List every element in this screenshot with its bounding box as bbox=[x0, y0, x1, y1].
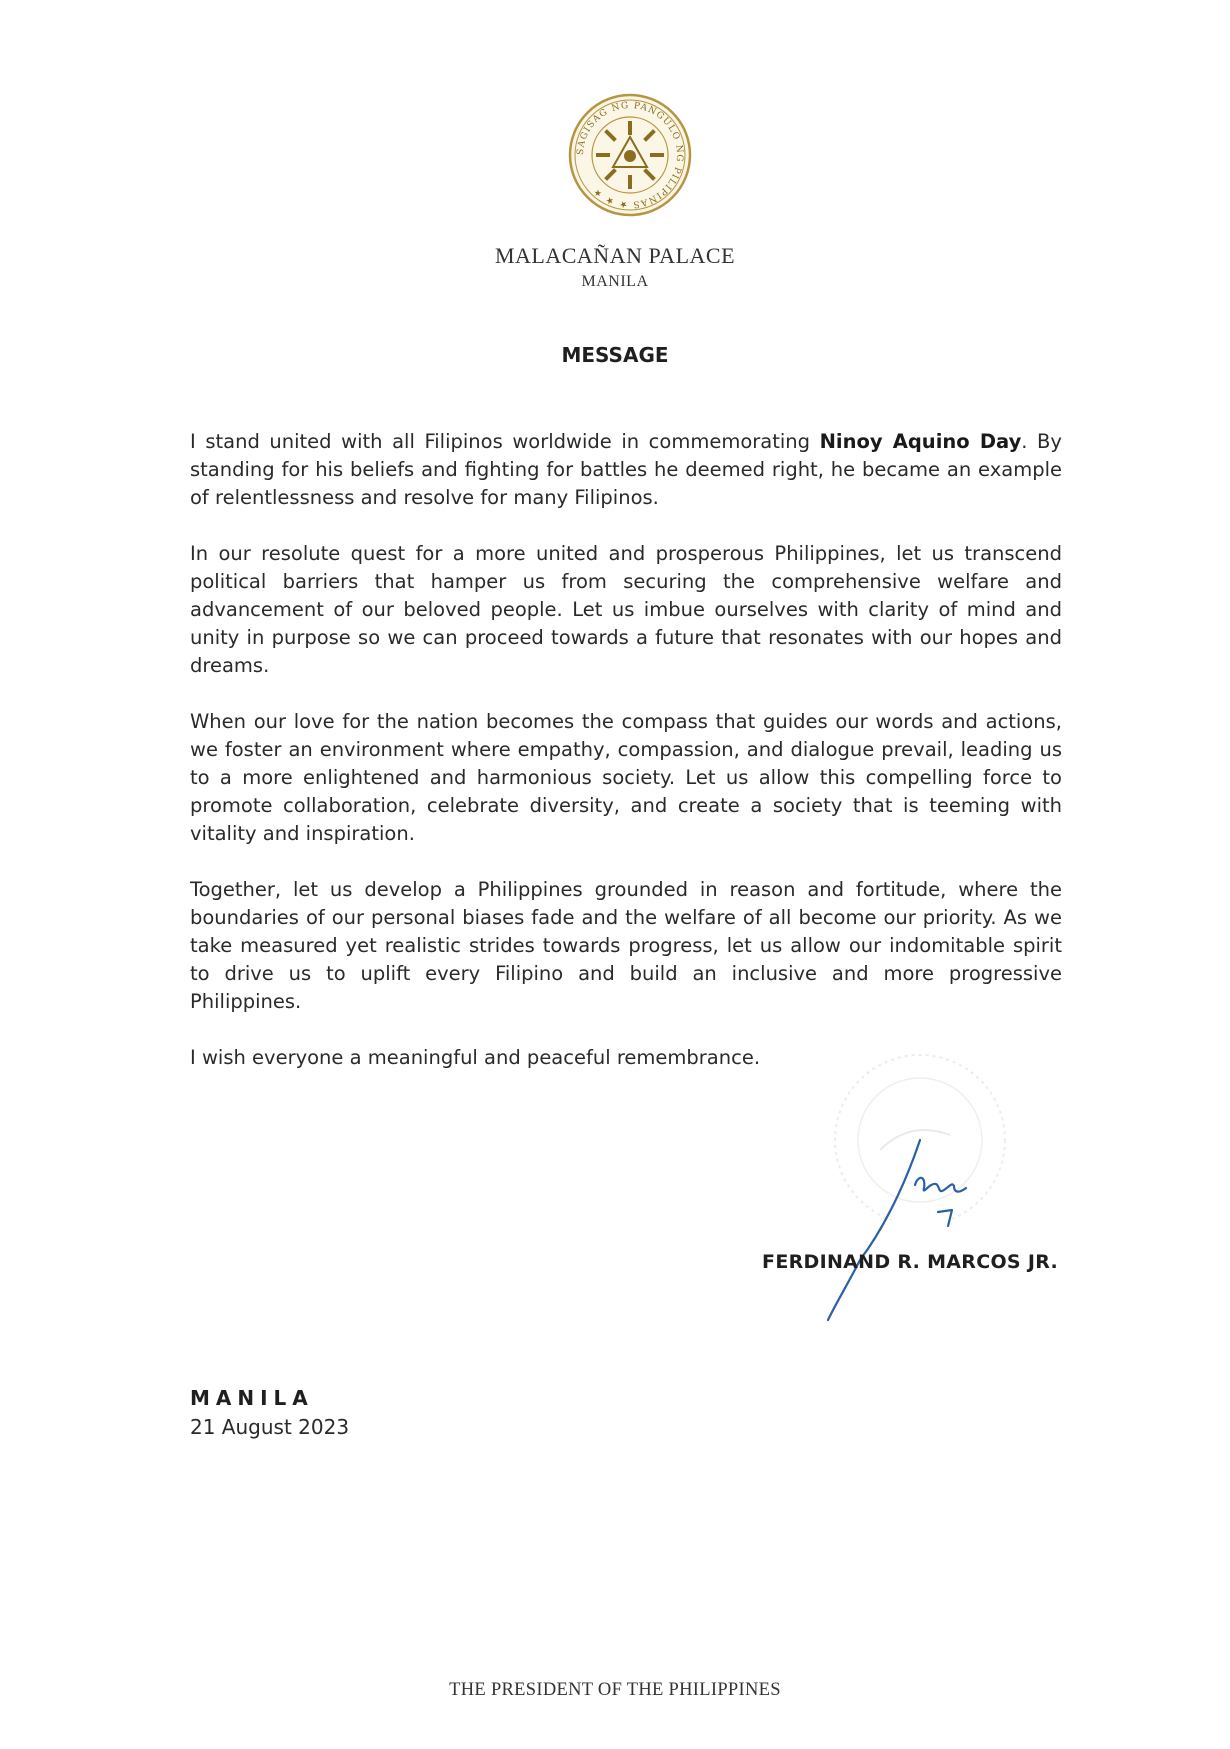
closing-line: I wish everyone a meaningful and peaceful remembrance. bbox=[190, 1046, 761, 1069]
signature-icon bbox=[820, 1130, 1000, 1330]
paragraph-4: Together, let us develop a Philippines grounded in reason and fortitude, where the boundaries of our personal biases fade and the welfare of all become our priority. As we take measured yet realistic strides towards progress, let us allow our indomitable spirit to drive us to uplift every Filipino and build an inclusive and more progressive Philippines. bbox=[190, 878, 1062, 1013]
letterhead-office: MALACAÑAN PALACE bbox=[494, 243, 736, 268]
paragraph-2: In our resolute quest for a more united and prosperous Philippines, let us transcend political barriers that hamper us from securing the comprehensive welfare and advancement of our beloved people. Let us imbue ourselves with clarity of mind and unity in purpose so we can proceed towards a future that resonates with our hopes and dreams. bbox=[190, 542, 1062, 677]
dateline-date: 21 August 2023 bbox=[190, 1415, 350, 1439]
svg-text:SAGISAG NG PANGULO NG PILIPINA: SAGISAG NG PANGULO NG PILIPINAS ★ ★ ★ bbox=[575, 100, 685, 210]
presidential-seal-icon bbox=[568, 93, 692, 217]
signatory-name: FERDINAND R. MARCOS JR. bbox=[762, 1251, 1058, 1273]
footer-title: THE PRESIDENT OF THE PHILIPPINES bbox=[449, 1680, 781, 1700]
paragraph-3: When our love for the nation becomes the compass that guides our words and actions, we foster an environment where empathy, compassion, and dialogue prevail, leading us to a more enlightened and harmonious society. Let us allow this compelling force to promote collaboration, celebrate diversity, and create a society that is teeming with vitality and inspiration. bbox=[190, 710, 1062, 845]
message-body bbox=[190, 428, 1062, 1100]
paragraph-1: I stand united with all Filipinos worldwide in commemorating Ninoy Aquino Day. By standing for his beliefs and fighting for battles he deemed right, he became an example of relentlessness and resolve for many Filipinos. bbox=[190, 430, 1062, 509]
emphasis-ninoy-aquino-day: Ninoy Aquino Day bbox=[819, 430, 1022, 453]
document-heading: MESSAGE bbox=[561, 343, 669, 367]
letterhead-city: MANILA bbox=[581, 273, 649, 290]
dateline-place: MANILA bbox=[190, 1386, 314, 1410]
